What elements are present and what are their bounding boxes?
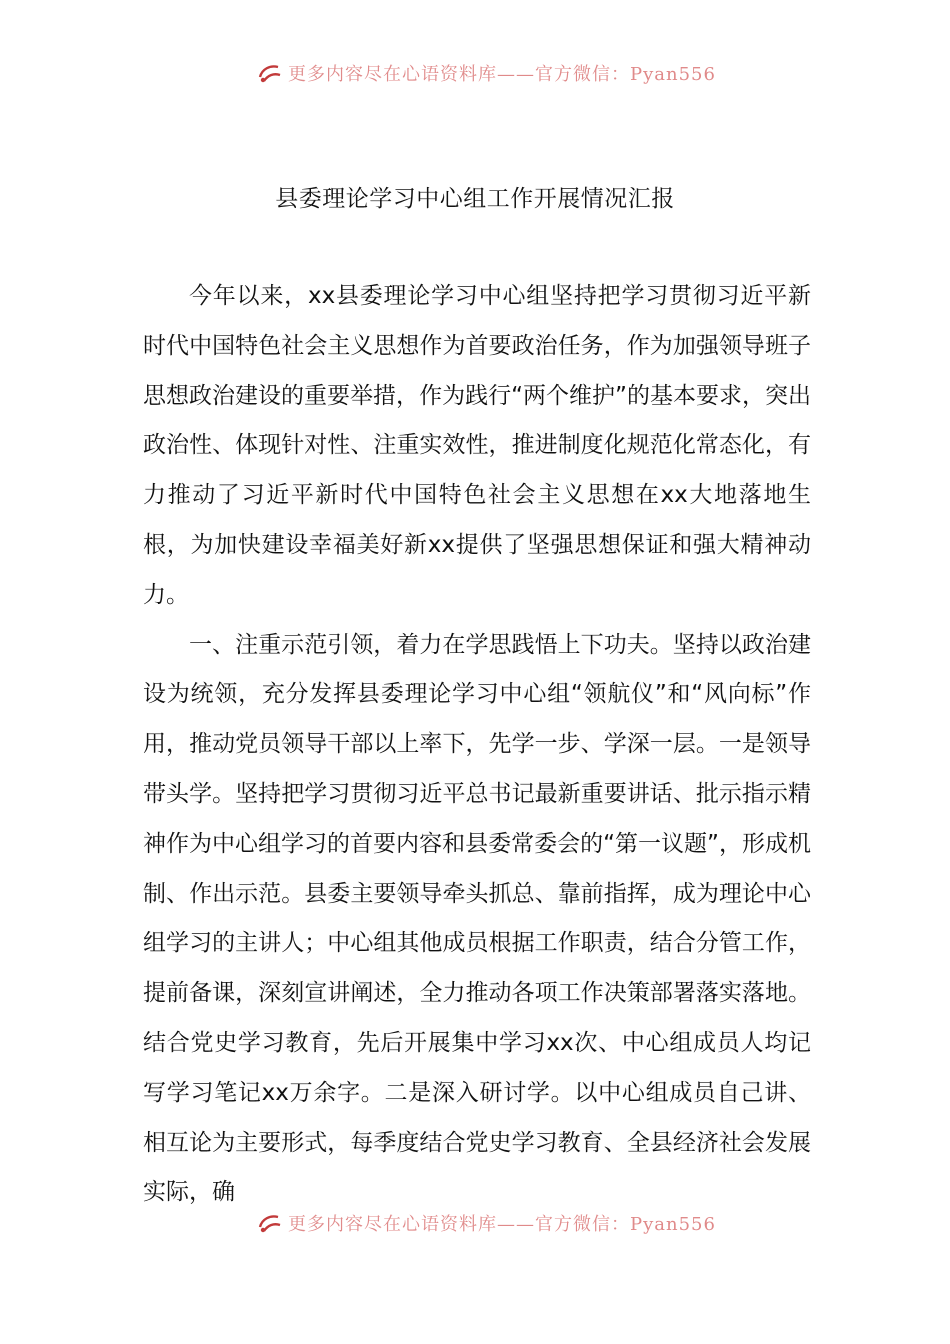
document-body [143, 272, 811, 1218]
watermark-text: 更多内容尽在心语资料库——官方微信：Pyan556 [288, 1214, 716, 1235]
paragraph-intro: 今年以来，xx县委理论学习中心组坚持把学习贯彻习近平新时代中国特色社会主义思想作为首要政治任务，作为加强领导班子思想政治建设的重要举措，作为践行“两个维护”的基本要求，突出政治性、体现针对性、注重实效性，推进制度化规范化常态化，有力推动了习近平新时代中国特色社会主义思想在xx大地落地生根，为加快建设幸福美好新xx提供了坚强思想保证和强大精神动力。 [143, 283, 811, 608]
document-title: 县委理论学习中心组工作开展情况汇报 [275, 186, 675, 212]
paragraph-section-one: 一、注重示范引领，着力在学思践悟上下功夫。坚持以政治建设为统领，充分发挥县委理论学习中心组“领航仪”和“风向标”作用，推动党员领导干部以上率下，先学一步、学深一层。一是领导带头学。坚持把学习贯彻习近平总书记最新重要讲话、批示指示精神作为中心组学习的首要内容和县委常委会的“第一议题”，形成机制、作出示范。县委主要领导牵头抓总、靠前指挥，成为理论中心组学习的主讲人；中心组其他成员根据工作职责，结合分管工作，提前备课，深刻宣讲阐述，全力推动各项工作决策部署落实落地。结合党史学习教育，先后开展集中学习xx次、中心组成员人均记写学习笔记xx万余字。二是深入研讨学。以中心组成员自己讲、相互论为主要形式，每季度结合党史学习教育、全县经济社会发展实际，确 [143, 631, 811, 1206]
watermark-logo-icon [256, 1211, 284, 1235]
watermark-footer [0, 1206, 950, 1236]
watermark-logo-icon [256, 61, 284, 85]
watermark-header [0, 56, 950, 86]
watermark-text: 更多内容尽在心语资料库——官方微信：Pyan556 [288, 64, 716, 85]
